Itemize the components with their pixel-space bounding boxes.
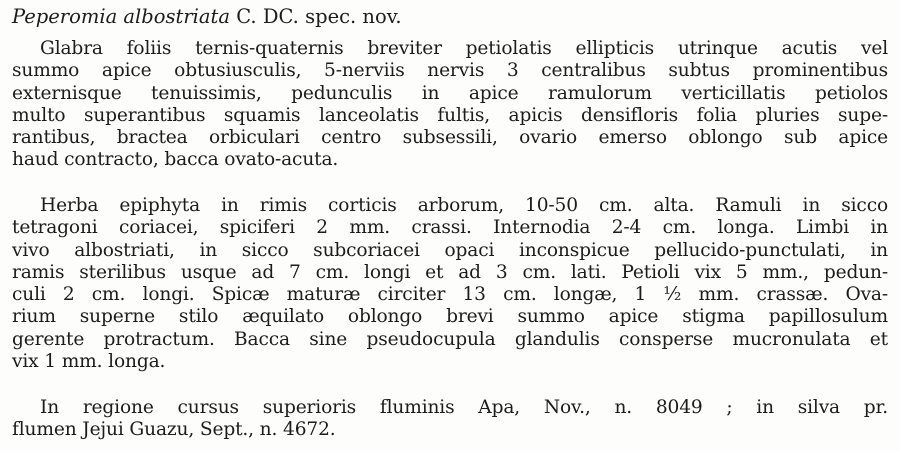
text-line: Glabra foliis ternis-quaternis breviter petiolatis ellipticis utrinque acutis vel (40, 38, 888, 59)
text-line: externisque tenuissimis, pedunculis in apice ramulorum verticillatis petiolos (12, 82, 888, 104)
species-heading (12, 4, 402, 30)
text-line: summo apice obtusiusculis, 5-nerviis nervis 3 centralibus subtus prominentibus (12, 60, 888, 82)
text-line: vix 1 mm. longa. (12, 351, 166, 373)
text-line: gerente protractum. Bacca sine pseudocupula glandulis consperse mucronulata et (12, 328, 888, 350)
text-line: culi 2 cm. longi. Spicæ maturæ circiter 13 cm. longæ, 1 ½ mm. crassæ. Ova- (12, 284, 888, 306)
text-line: multo superantibus squamis lanceolatis fultis, apicis densifloris folia pluries supe- (12, 104, 888, 126)
text-line: flumen Jejui Guazu, Sept., n. 4672. (12, 419, 336, 441)
text-line: vivo albostriati, in sicco subcoriacei opaci inconspicue pellucido-punctulati, in (12, 239, 888, 261)
text-line: rantibus, bractea orbiculari centro subsessili, ovario emerso oblongo sub apice (12, 127, 888, 149)
locality-paragraph (12, 397, 888, 442)
latin-diagnosis-paragraph (12, 38, 888, 172)
text-line: tetragoni coriacei, spiciferi 2 mm. crassi. Internodia 2-4 cm. longa. Limbi in (12, 217, 888, 239)
species-name: Peperomia albostriata (12, 5, 230, 28)
text-line: Herba epiphyta in rimis corticis arborum, 10-50 cm. alta. Ramuli in sicco (40, 195, 888, 216)
text-line: rium superne stilo æquilato oblongo brevi summo apice stigma papillosulum (12, 306, 888, 328)
text-line: In regione cursus superioris fluminis Apa, Nov., n. 8049 ; in silva pr. (40, 397, 888, 418)
text-line: haud contracto, bacca ovato-acuta. (12, 149, 339, 171)
text-line: ramis sterilibus usque ad 7 cm. longi et ad 3 cm. lati. Petioli vix 5 mm., pedun- (12, 261, 888, 283)
description-paragraph (12, 195, 888, 373)
species-author: C. DC. spec. nov. (236, 5, 402, 28)
